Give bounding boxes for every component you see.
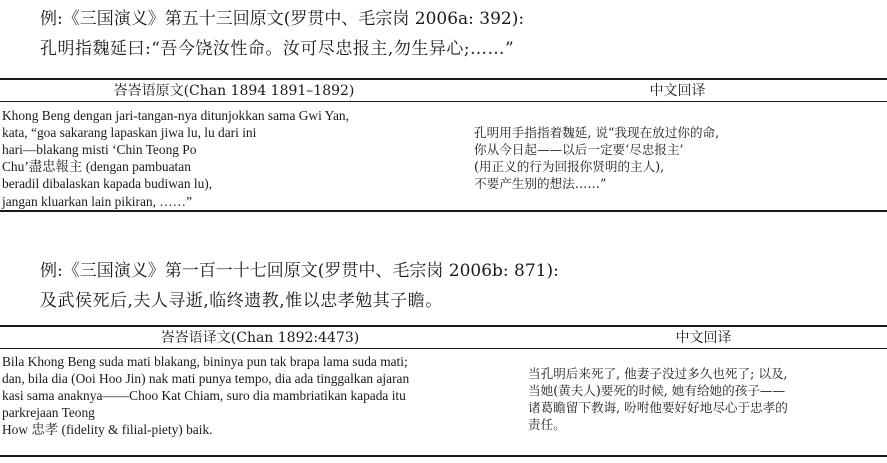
chinese-text-cell xyxy=(468,101,887,211)
text-line: kata, “goa sakarang lapaskan jiwa lu, lu dari ini xyxy=(2,124,257,140)
text-line: 不要产生别的想法……” xyxy=(474,175,607,191)
table-row xyxy=(0,348,887,456)
text-line: 当孔明后来死了, 他妻子没过多久也死了; 以及, xyxy=(528,365,788,381)
example2-title: 例:《三国演义》第一百一十七回原文(罗贯中、毛宗岗 2006b: 871): xyxy=(40,261,559,281)
malay-text-cell xyxy=(0,348,520,456)
comparison-table-2 xyxy=(0,325,887,457)
text-line: Bila Khong Beng suda mati blakang, bininya pun tak brapa lama suda mati; xyxy=(2,353,408,369)
example2-quote: 及武侯死后,夫人寻逝,临终遗教,惟以忠孝勉其子瞻。 xyxy=(40,291,443,311)
text-line: 你从今日起——以后一定要‘尽忠报主’ xyxy=(474,141,684,157)
table-header-row xyxy=(0,326,887,348)
text-line: jangan kluarkan lain pikiran, ……” xyxy=(2,193,193,209)
malay-text-cell xyxy=(0,101,468,211)
comparison-table-1 xyxy=(0,78,887,212)
column-header-back-translation: 中文回译 xyxy=(468,79,887,101)
text-line: Khong Beng dengan jari-tangan-nya ditunjokkan sama Gwi Yan, xyxy=(2,107,349,123)
text-line: hari—blakang misti ‘Chin Teong Po xyxy=(2,141,197,157)
chinese-text-cell xyxy=(520,348,887,456)
text-line: dan, bila dia (Ooi Hoo Jin) nak mati punya tempo, dia ada tinggalkan ajaran xyxy=(2,370,410,386)
text-line: parkrejaan Teong xyxy=(2,405,95,421)
text-line: Chu’盡忠報主 (dengan pambuatan xyxy=(2,159,191,175)
text-line: 诸葛瞻留下教诲, 吩咐他要好好地尽心于忠孝的 xyxy=(528,399,788,415)
text-line: kasi sama anaknya——Choo Kat Chiam, suro dia mambriatikan kapada itu xyxy=(2,387,406,403)
column-header-back-translation: 中文回译 xyxy=(520,326,887,348)
example1-title: 例:《三国演义》第五十三回原文(罗贯中、毛宗岗 2006a: 392): xyxy=(40,9,525,29)
column-header-source: 峇峇语译文(Chan 1892:4473) xyxy=(0,326,520,348)
text-line: (用正义的行为回报你贤明的主人), xyxy=(474,158,665,174)
text-line: beradil dibalaskan kapada budiwan lu), xyxy=(2,176,213,192)
text-line: How 忠孝 (fidelity & filial-piety) baik. xyxy=(2,422,213,438)
example1-quote: 孔明指魏延曰:“吾今饶汝性命。汝可尽忠报主,勿生异心;……” xyxy=(40,39,515,59)
text-line: 责任。 xyxy=(528,416,566,432)
text-line: 当她(黄夫人)要死的时候, 她有给她的孩子—— xyxy=(528,382,786,398)
text-line: 孔明用手指指着魏延, 说“我现在放过你的命, xyxy=(474,124,720,140)
table-header-row xyxy=(0,79,887,101)
table-row xyxy=(0,101,887,211)
column-header-source: 峇峇语原文(Chan 1894 1891–1892) xyxy=(0,79,468,101)
